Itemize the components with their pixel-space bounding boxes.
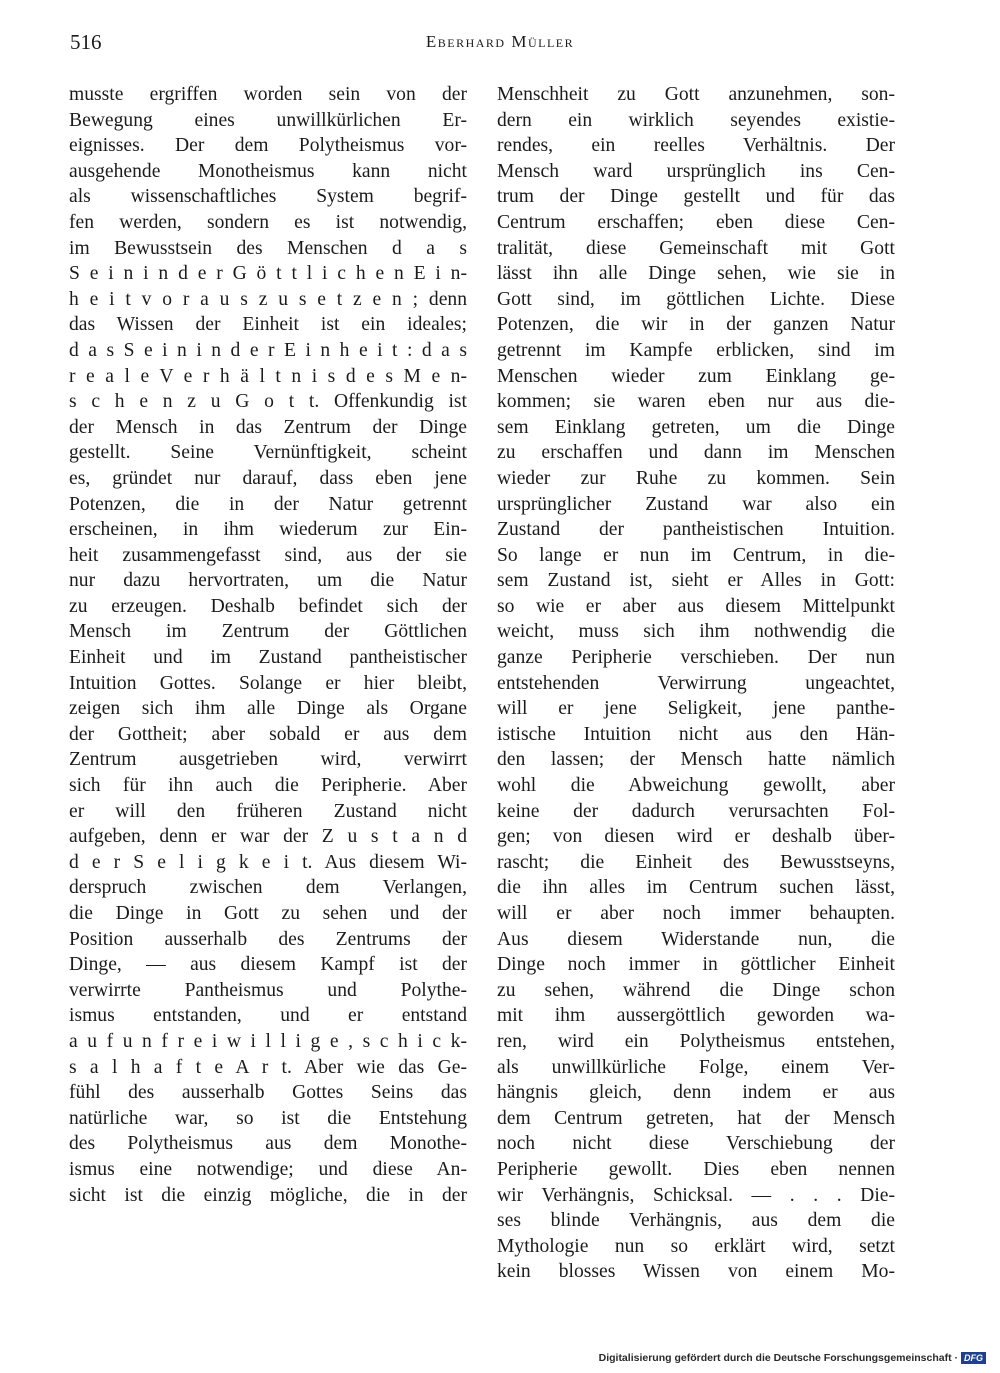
- page-number: 516: [70, 30, 102, 54]
- text-line: ismus eine notwendige; und diese An-: [69, 1158, 467, 1180]
- text-line: wieder zur Ruhe zu kommen. Sein: [497, 467, 895, 489]
- text-line: getrennt im Kampfe erblicken, sind im: [497, 339, 895, 361]
- text-line: heit zusammengefasst sind, aus der sie: [69, 544, 467, 566]
- text-line: sicht ist die einzig mögliche, die in der: [69, 1184, 467, 1206]
- text-line: kommen; sie waren eben nur aus die-: [497, 391, 895, 413]
- text-line: es, gründet nur darauf, dass eben jene: [69, 467, 467, 489]
- text-line: Aus diesem Widerstande nun, die: [497, 928, 895, 950]
- text-line: Potenzen, die wir in der ganzen Natur: [497, 314, 895, 336]
- text-line: hängnis gleich, denn indem er aus: [497, 1082, 895, 1104]
- text-line: Gott sind, im göttlichen Lichte. Diese: [497, 288, 895, 310]
- running-head: Eberhard Müller: [425, 32, 575, 51]
- text-line: als unwillkürliche Folge, einem Ver-: [497, 1056, 895, 1078]
- text-line: will er aber noch immer behaupten.: [497, 903, 895, 924]
- text-line: sich für ihn auch die Peripherie. Aber: [69, 775, 467, 797]
- text-line: das Wissen der Einheit ist ein ideales;: [69, 314, 467, 336]
- text-line: Dinge noch immer in göttlicher Einheit: [497, 954, 895, 976]
- footer-text: Digitalisierung gefördert durch die Deutsche Forschungsgemeinschaft ·: [598, 1352, 958, 1364]
- text-line: noch nicht diese Verschiebung der: [497, 1133, 895, 1155]
- text-line: der Mensch in das Zentrum der Dinge: [69, 416, 467, 438]
- text-line: ren, wird ein Polytheismus entstehen,: [497, 1030, 895, 1052]
- text-line: im Bewusstsein des Menschen d a s: [69, 237, 467, 259]
- text-line: ursprünglicher Zustand war also ein: [497, 493, 895, 515]
- text-line: erscheinen, in ihm wiederum zur Ein-: [69, 519, 467, 541]
- text-line: So lange er nun im Centrum, in die-: [497, 544, 895, 566]
- text-line: d e r S e l i g k e i t. Aus diesem Wi-: [69, 851, 467, 873]
- text-line: istische Intuition nicht aus den Hän-: [497, 723, 895, 745]
- text-line: nur dazu hervortraten, um die Natur: [69, 570, 467, 592]
- text-line: trum der Dinge gestellt und für das: [497, 186, 895, 208]
- text-line: die Dinge in Gott zu sehen und der: [69, 903, 467, 924]
- text-line: musste ergriffen worden sein von der: [69, 84, 467, 105]
- text-line: weicht, muss sich ihm nothwendig die: [497, 621, 895, 643]
- text-line: er will den früheren Zustand nicht: [69, 800, 467, 822]
- text-line: sem Einklang getreten, um die Dinge: [497, 416, 895, 438]
- text-line: Peripherie gewollt. Dies eben nennen: [497, 1158, 895, 1180]
- text-line: Mensch ward ursprünglich ins Cen-: [497, 160, 895, 182]
- text-line: Zustand der pantheistischen Intuition.: [497, 519, 895, 541]
- text-line: natürliche war, so ist die Entstehung: [69, 1107, 467, 1129]
- text-line: rendes, ein reelles Verhältnis. Der: [497, 135, 895, 157]
- text-line: rascht; die Einheit des Bewusstseyns,: [497, 851, 895, 873]
- footer-credit: [599, 1352, 986, 1364]
- text-line: gen; von diesen wird er deshalb über-: [497, 826, 895, 848]
- text-line: eignisses. Der dem Polytheismus vor-: [69, 135, 467, 157]
- text-line: lässt ihn alle Dinge sehen, wie sie in: [497, 263, 895, 285]
- text-line: kein blosses Wissen von einem Mo-: [497, 1261, 895, 1283]
- text-line: ses blinde Verhängnis, aus dem die: [497, 1210, 895, 1232]
- text-line: als wissenschaftliches System begrif-: [69, 186, 467, 208]
- text-line: r e a l e V e r h ä l t n i s d e s M e n-: [69, 365, 467, 387]
- text-line: wir Verhängnis, Schicksal. — . . . Die-: [497, 1184, 895, 1206]
- text-line: Position ausserhalb des Zentrums der: [69, 928, 467, 950]
- text-line: die ihn alles im Centrum suchen lässt,: [497, 877, 895, 899]
- text-line: Mythologie nun so erklärt wird, setzt: [497, 1235, 895, 1257]
- text-line: Einheit und im Zustand pantheistischer: [69, 647, 467, 669]
- text-line: wohl die Abweichung gewollt, aber: [497, 775, 895, 797]
- text-line: Intuition Gottes. Solange er hier bleibt,: [69, 672, 467, 694]
- text-line: entstehenden Verwirrung ungeachtet,: [497, 672, 895, 694]
- column-left: [69, 82, 467, 1208]
- text-line: tralität, diese Gemeinschaft mit Gott: [497, 237, 895, 259]
- text-line: aufgeben, denn er war der Z u s t a n d: [69, 826, 467, 848]
- text-line: h e i t v o r a u s z u s e t z e n ; denn: [69, 288, 467, 310]
- text-line: der Gottheit; aber sobald er aus dem: [69, 723, 467, 745]
- text-line: Menschen wieder zum Einklang ge-: [497, 365, 895, 387]
- dfg-logo-icon: DFG: [961, 1352, 986, 1364]
- text-line: verwirrte Pantheismus und Polythe-: [69, 979, 467, 1001]
- text-line: mit ihm aussergöttlich geworden wa-: [497, 1005, 895, 1027]
- text-line: des Polytheismus aus dem Monothe-: [69, 1133, 467, 1155]
- text-line: gestellt. Seine Vernünftigkeit, scheint: [69, 442, 467, 464]
- text-line: S e i n i n d e r G ö t t l i c h e n E i n-: [69, 263, 467, 285]
- text-line: Bewegung eines unwillkürlichen Er-: [69, 109, 467, 131]
- text-line: s a l h a f t e A r t. Aber wie das Ge-: [69, 1056, 467, 1078]
- text-line: dem Centrum getreten, hat der Mensch: [497, 1107, 895, 1129]
- text-line: Zentrum ausgetrieben wird, verwirrt: [69, 749, 467, 771]
- text-line: dern ein wirklich seyendes existie-: [497, 109, 895, 131]
- text-line: ganze Peripherie verschieben. Der nun: [497, 647, 895, 669]
- text-line: Potenzen, die in der Natur getrennt: [69, 493, 467, 515]
- text-line: so wie er aber aus diesem Mittelpunkt: [497, 595, 895, 617]
- text-line: zeigen sich ihm alle Dinge als Organe: [69, 698, 467, 720]
- text-line: ausgehende Monotheismus kann nicht: [69, 160, 467, 182]
- text-line: will er jene Seligkeit, jene panthe-: [497, 698, 895, 720]
- text-line: s c h e n z u G o t t. Offenkundig ist: [69, 391, 467, 413]
- text-line: sem Zustand ist, sieht er Alles in Gott:: [497, 570, 895, 592]
- text-line: Mensch im Zentrum der Göttlichen: [69, 621, 467, 643]
- text-line: fühl des ausserhalb Gottes Seins das: [69, 1082, 467, 1104]
- text-line: fen werden, sondern es ist notwendig,: [69, 211, 467, 233]
- text-line: Menschheit zu Gott anzunehmen, son-: [497, 84, 895, 105]
- text-line: a u f u n f r e i w i l l i g e , s c h i c k-: [69, 1030, 467, 1052]
- text-line: d a s S e i n i n d e r E i n h e i t : d a s: [69, 339, 467, 361]
- text-line: Centrum erschaffen; eben diese Cen-: [497, 211, 895, 233]
- text-line: zu erschaffen und dann im Menschen: [497, 442, 895, 464]
- text-line: den lassen; der Mensch hatte nämlich: [497, 749, 895, 771]
- text-line: zu sehen, während die Dinge schon: [497, 979, 895, 1001]
- text-line: keine der dadurch verursachten Fol-: [497, 800, 895, 822]
- text-line: ismus entstanden, und er entstand: [69, 1005, 467, 1027]
- text-line: derspruch zwischen dem Verlangen,: [69, 877, 467, 899]
- text-line: zu erzeugen. Deshalb befindet sich der: [69, 595, 467, 617]
- text-line: Dinge, — aus diesem Kampf ist der: [69, 954, 467, 976]
- column-right: [497, 82, 895, 1285]
